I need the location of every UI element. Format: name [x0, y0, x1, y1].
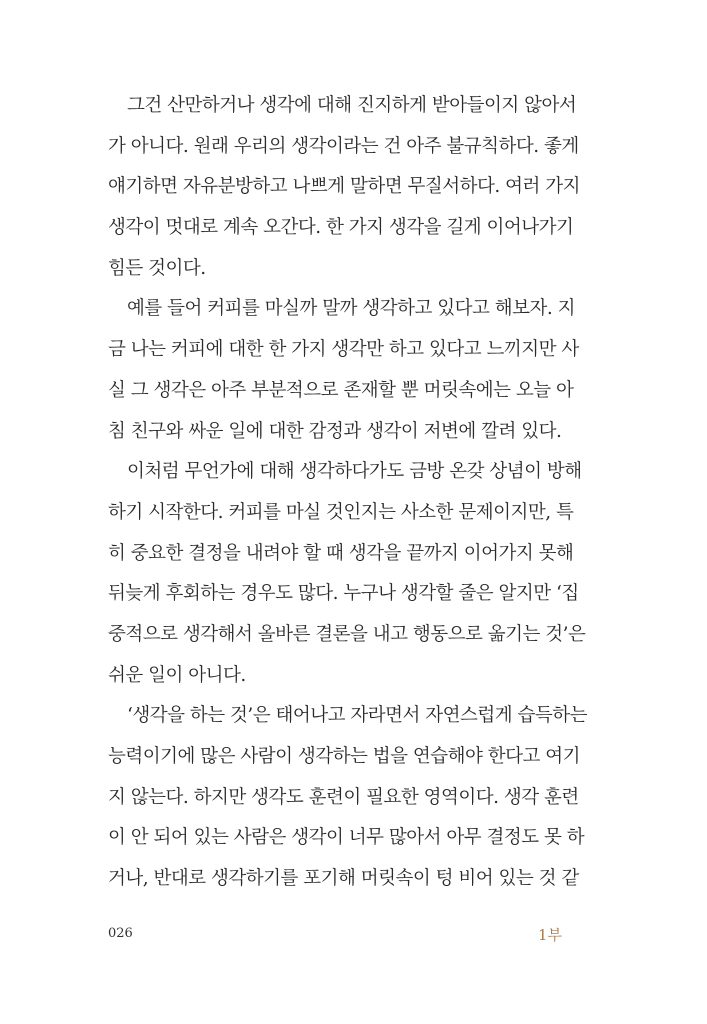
page-number: 026: [108, 926, 133, 941]
text-line: 얘기하면 자유분방하고 나쁘게 말하면 무질서하다. 여러 가지: [108, 176, 580, 198]
paragraph: [108, 86, 580, 289]
text-line: 힘든 것이다.: [108, 257, 206, 279]
text-line: 지 않는다. 하지만 생각도 훈련이 필요한 영역이다. 생각 훈련: [108, 786, 579, 808]
text-line: 중적으로 생각해서 올바른 결론을 내고 행동으로 옮기는 것’은: [108, 623, 586, 645]
text-line: 예를 들어 커피를 마실까 말까 생각하고 있다고 해보자. 지: [127, 298, 575, 320]
text-line: ‘생각을 하는 것’은 태어나고 자라면서 자연스럽게 습득하는: [127, 705, 587, 727]
text-line: 이처럼 무언가에 대해 생각하다가도 금방 온갖 상념이 방해: [127, 461, 582, 483]
text-line: 히 중요한 결정을 내려야 할 때 생각을 끝까지 이어가지 못해: [108, 542, 574, 564]
text-line: 거나, 반대로 생각하기를 포기해 머릿속이 텅 비어 있는 것 같: [108, 868, 579, 890]
text-line: 생각이 멋대로 계속 오간다. 한 가지 생각을 길게 이어나가기: [108, 217, 574, 239]
text-line: 능력이기에 많은 사람이 생각하는 법을 연습해야 한다고 여기: [108, 746, 580, 767]
text-line: 이 안 되어 있는 사람은 생각이 너무 많아서 아무 결정도 못 하: [108, 827, 585, 849]
text-line: 가 아니다. 원래 우리의 생각이라는 건 아주 불규칙하다. 좋게: [108, 135, 579, 157]
text-line: 뒤늦게 후회하는 경우도 많다. 누구나 생각할 줄은 알지만 ‘집: [108, 583, 579, 605]
text-line: 그건 산만하거나 생각에 대해 진지하게 받아들이지 않아서: [127, 95, 577, 116]
paragraph: [108, 696, 587, 899]
body-text: [108, 86, 587, 900]
text-line: 하기 시작한다. 커피를 마실 것인지는 사소한 문제이지만, 특: [108, 501, 574, 523]
text-line: 쉬운 일이 아니다.: [108, 664, 246, 686]
section-label: 1부: [537, 926, 562, 944]
paragraph: [108, 289, 579, 452]
paragraph: [108, 452, 586, 696]
text-line: 금 나는 커피에 대한 한 가지 생각만 하고 있다고 느끼지만 사: [108, 339, 579, 361]
text-line: 침 친구와 싸운 일에 대한 감정과 생각이 저변에 깔려 있다.: [108, 420, 562, 442]
text-line: 실 그 생각은 아주 부분적으로 존재할 뿐 머릿속에는 오늘 아: [108, 379, 574, 401]
